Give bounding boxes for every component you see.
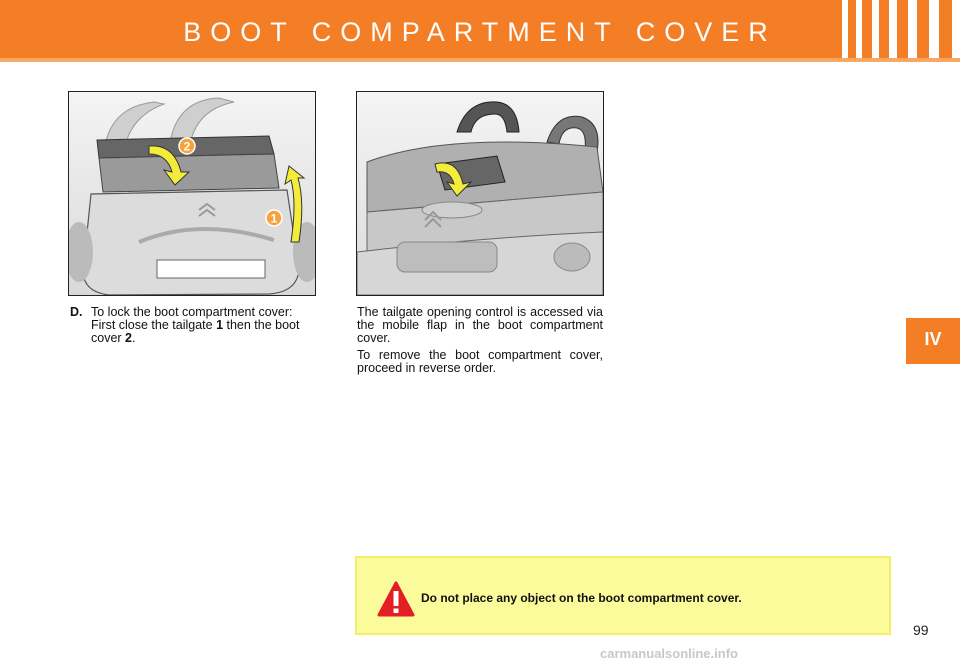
- instruction-text: To lock the boot compartment cover: First close the tailgate 1 then the boot cover 2.: [91, 305, 300, 345]
- page-header: [0, 0, 960, 62]
- warning-box: [355, 556, 891, 635]
- marker-2: 2: [183, 139, 191, 154]
- header-stripes-decoration: [842, 0, 960, 62]
- car-rear-drawing: [69, 92, 315, 295]
- instruction-d: [70, 306, 320, 345]
- car-rear-drawing-2: [357, 92, 603, 295]
- watermark: carmanualsonline.info: [600, 646, 738, 661]
- page-title: BOOT COMPARTMENT COVER: [183, 17, 777, 47]
- page-number: 99: [913, 622, 929, 638]
- chapter-label: IV: [924, 329, 942, 349]
- paragraph-opening-control: The tailgate opening control is accessed via the mobile flap in the boot compartment cover.: [357, 305, 603, 345]
- paragraph-remove-cover: To remove the boot compartment cover, proceed in reverse order.: [357, 348, 603, 375]
- instruction-label: D.: [70, 305, 83, 319]
- boot-cover-lock-illustration: [68, 91, 316, 296]
- warning-text: Do not place any object on the boot compartment cover.: [421, 591, 742, 605]
- chapter-tab: [906, 318, 960, 364]
- tailgate-opening-control-illustration: [356, 91, 604, 296]
- warning-exclamation-icon: [377, 581, 415, 619]
- marker-1: 1: [270, 211, 278, 226]
